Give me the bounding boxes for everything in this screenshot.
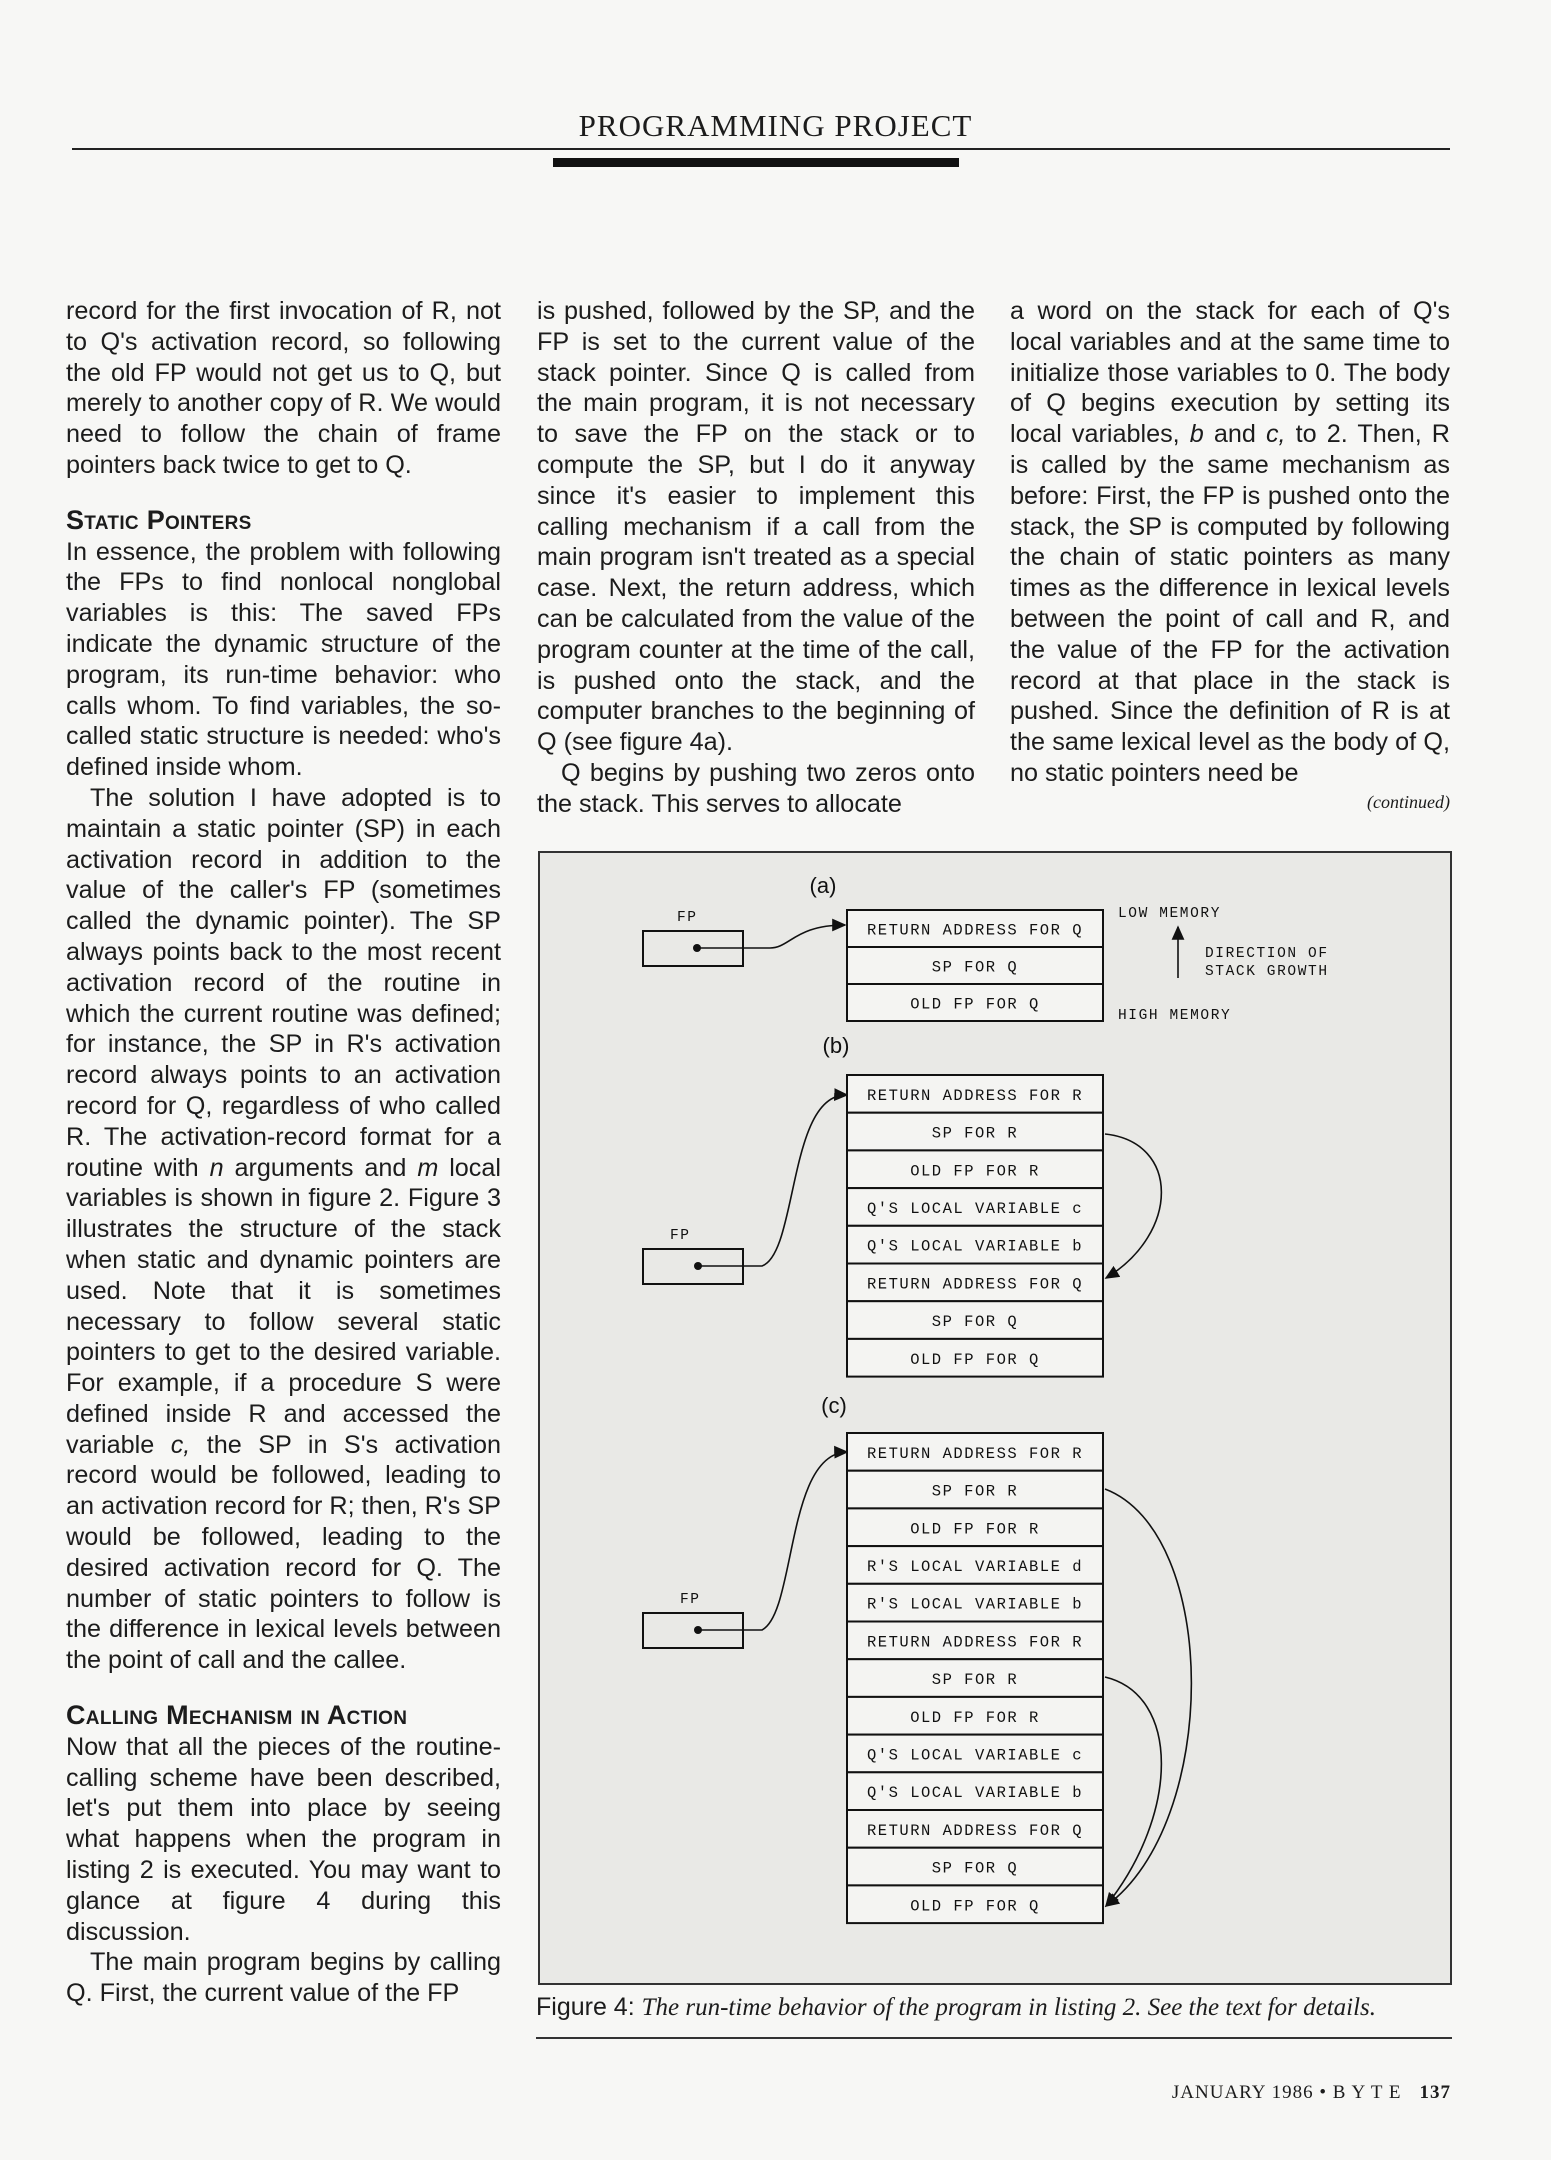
- caption-rule: [536, 2037, 1452, 2039]
- low-memory-label: LOW MEMORY: [1118, 906, 1222, 922]
- stack-cell-label: OLD FP FOR Q: [910, 1350, 1040, 1369]
- fp-arrow-b: [698, 1095, 847, 1266]
- static-pointer-arrow-c2: [1105, 1677, 1161, 1906]
- caption-label: Figure 4:: [536, 1993, 635, 2021]
- stack-cell-label: SP FOR Q: [931, 1313, 1019, 1332]
- stack-cell-label: SP FOR R: [931, 1482, 1019, 1501]
- caption-text: The run-time behavior of the program in listing 2. See the text for details.: [641, 1994, 1377, 2021]
- stack-cell-label: Q'S LOCAL VARIABLE b: [866, 1237, 1084, 1256]
- stack-cell-label: SP FOR R: [931, 1124, 1019, 1143]
- stack-cell-label: Q'S LOCAL VARIABLE b: [866, 1784, 1084, 1803]
- static-pointer-arrow-b: [1105, 1134, 1161, 1278]
- col2-paragraph-2: Q begins by pushing two zeros onto the stack. This serves to allocate: [537, 758, 975, 818]
- stack-cell-label: OLD FP FOR R: [910, 1162, 1040, 1181]
- header-bar: [553, 158, 959, 167]
- fp-arrow-c: [698, 1452, 847, 1630]
- stack-b: [847, 1075, 1103, 1377]
- page-number: 137: [1419, 2082, 1451, 2103]
- fp-label-a: FP: [677, 910, 698, 926]
- label-b: (b): [822, 1033, 850, 1058]
- figure-caption: [536, 1993, 1452, 2022]
- column-2: [537, 296, 975, 820]
- label-c: (c): [821, 1393, 847, 1418]
- stack-cell-label: OLD FP FOR Q: [910, 995, 1040, 1014]
- col2-paragraph-1: is pushed, followed by the SP, and the FP is set to the current value of the stack pointer. Since Q is called from the main program, it is not necessary to save the FP on the stack or to compute the SP, but I do it anyway since it's easier to implement this calling mechanism if a call from the main program isn't treated as a special case. Next, the return address, which can be calculated from the value of the program counter at the time of the call, is pushed onto the stack, and the computer branches to the beginning of Q (see figure 4a).: [537, 297, 975, 757]
- label-a: (a): [809, 873, 837, 898]
- col1-paragraph-3: The solution I have adopted is to maintain a static pointer (SP) in each activation record in addition to the value of the caller's FP (sometimes called the dynamic pointer). The SP always points back to the most recent activation record of the routine in which the current routine was defined; for instance, the SP in R's activation record always points to an activation record for Q, regardless of who called R. The activation-record format for a routine with n arguments and m local variables is shown in figure 2. Figure 3 illustrates the structure of the stack when static and dynamic pointers are used. Note that it is sometimes necessary to follow several static pointers to get to the desired variable. For example, if a procedure S were defined inside R and accessed the variable c, the SP in S's activation record would be followed, leading to an activation record for R; then, R's SP would be followed, leading to the desired activation record for Q. The number of static pointers to follow is the difference in lexical levels between the point of call and the callee.: [66, 783, 501, 1675]
- high-memory-label: HIGH MEMORY: [1118, 1008, 1232, 1024]
- direction-label-1: DIRECTION OF: [1205, 946, 1329, 962]
- stack-cell-label: SP FOR R: [931, 1671, 1019, 1690]
- stack-c: [847, 1433, 1103, 1923]
- stack-cell-label: OLD FP FOR R: [910, 1708, 1040, 1727]
- continued-note: (continued): [1367, 791, 1450, 812]
- col1-paragraph-5: The main program begins by calling Q. First, the current value of the FP: [66, 1948, 501, 2008]
- stack-cell-label: RETURN ADDRESS FOR Q: [866, 921, 1084, 940]
- column-1: [66, 296, 501, 2009]
- stack-a: [847, 910, 1103, 1021]
- direction-label-2: STACK GROWTH: [1205, 964, 1329, 980]
- stack-cell-label: RETURN ADDRESS FOR Q: [866, 1821, 1084, 1840]
- stack-cell-label: RETURN ADDRESS FOR Q: [866, 1275, 1084, 1294]
- stack-cell-label: R'S LOCAL VARIABLE b: [866, 1595, 1084, 1614]
- stack-cell-label: OLD FP FOR R: [910, 1520, 1040, 1539]
- heading-static-pointers: Static Pointers: [66, 504, 252, 535]
- page-footer: [1172, 2082, 1451, 2104]
- col3-paragraph-1: a word on the stack for each of Q's local variables and at the same time to initialize those variables to 0. The body of Q begins execution by setting its local variables, b and c, to 2. Then, R is called by the same mechanism as before: First, the FP is pushed onto the stack, the SP is computed by following the chain of static pointers as many times as the difference in lexical levels between the point of call and R, and the value of the FP for the activation record at that place in the stack is pushed. Since the definition of R is at the same lexical level as the body of Q, no static pointers need be: [1010, 297, 1450, 787]
- footer-issue: JANUARY 1986 • B Y T E: [1171, 2082, 1402, 2103]
- stack-cell-label: R'S LOCAL VARIABLE d: [866, 1557, 1084, 1576]
- col1-paragraph-1: record for the first invocation of R, not to Q's activation record, so following the old FP would not get us to Q, but merely to another copy of R. We would need to follow the chain of frame pointers back twice to get to Q.: [66, 297, 501, 479]
- fp-label-b: FP: [670, 1228, 691, 1244]
- figure-4: [538, 851, 1452, 1985]
- stack-cell-label: RETURN ADDRESS FOR R: [866, 1444, 1084, 1463]
- header-rule: [72, 148, 1450, 150]
- stack-cell-label: RETURN ADDRESS FOR R: [866, 1633, 1084, 1652]
- stack-cell-label: Q'S LOCAL VARIABLE c: [866, 1746, 1084, 1765]
- heading-calling-mechanism: Calling Mechanism in Action: [66, 1700, 408, 1731]
- column-3: [1010, 296, 1450, 818]
- stack-cell-label: SP FOR Q: [931, 958, 1019, 977]
- col1-paragraph-2: In essence, the problem with following the FPs to find nonlocal nonglobal variables is this: The saved FPs indicate the dynamic structure of the program, its run-time behavior: who calls whom. To find variables, the so-called static structure is needed: who's defined inside whom.: [66, 537, 501, 782]
- fp-arrow-a: [697, 925, 845, 948]
- page-header: PROGRAMMING PROJECT: [578, 108, 973, 143]
- stack-cell-label: Q'S LOCAL VARIABLE c: [866, 1199, 1084, 1218]
- stack-cell-label: SP FOR Q: [931, 1859, 1019, 1878]
- fp-label-c: FP: [680, 1592, 701, 1608]
- static-pointer-arrow-c1: [1105, 1489, 1191, 1906]
- stack-cell-label: OLD FP FOR Q: [910, 1897, 1040, 1916]
- col1-paragraph-4: Now that all the pieces of the routine-calling scheme have been described, let's put them into place by seeing what happens when the program in listing 2 is executed. You may want to glance at figure 4 during this discussion.: [66, 1732, 501, 1946]
- stack-cell-label: RETURN ADDRESS FOR R: [866, 1086, 1084, 1105]
- stack-diagram: [540, 853, 1450, 1983]
